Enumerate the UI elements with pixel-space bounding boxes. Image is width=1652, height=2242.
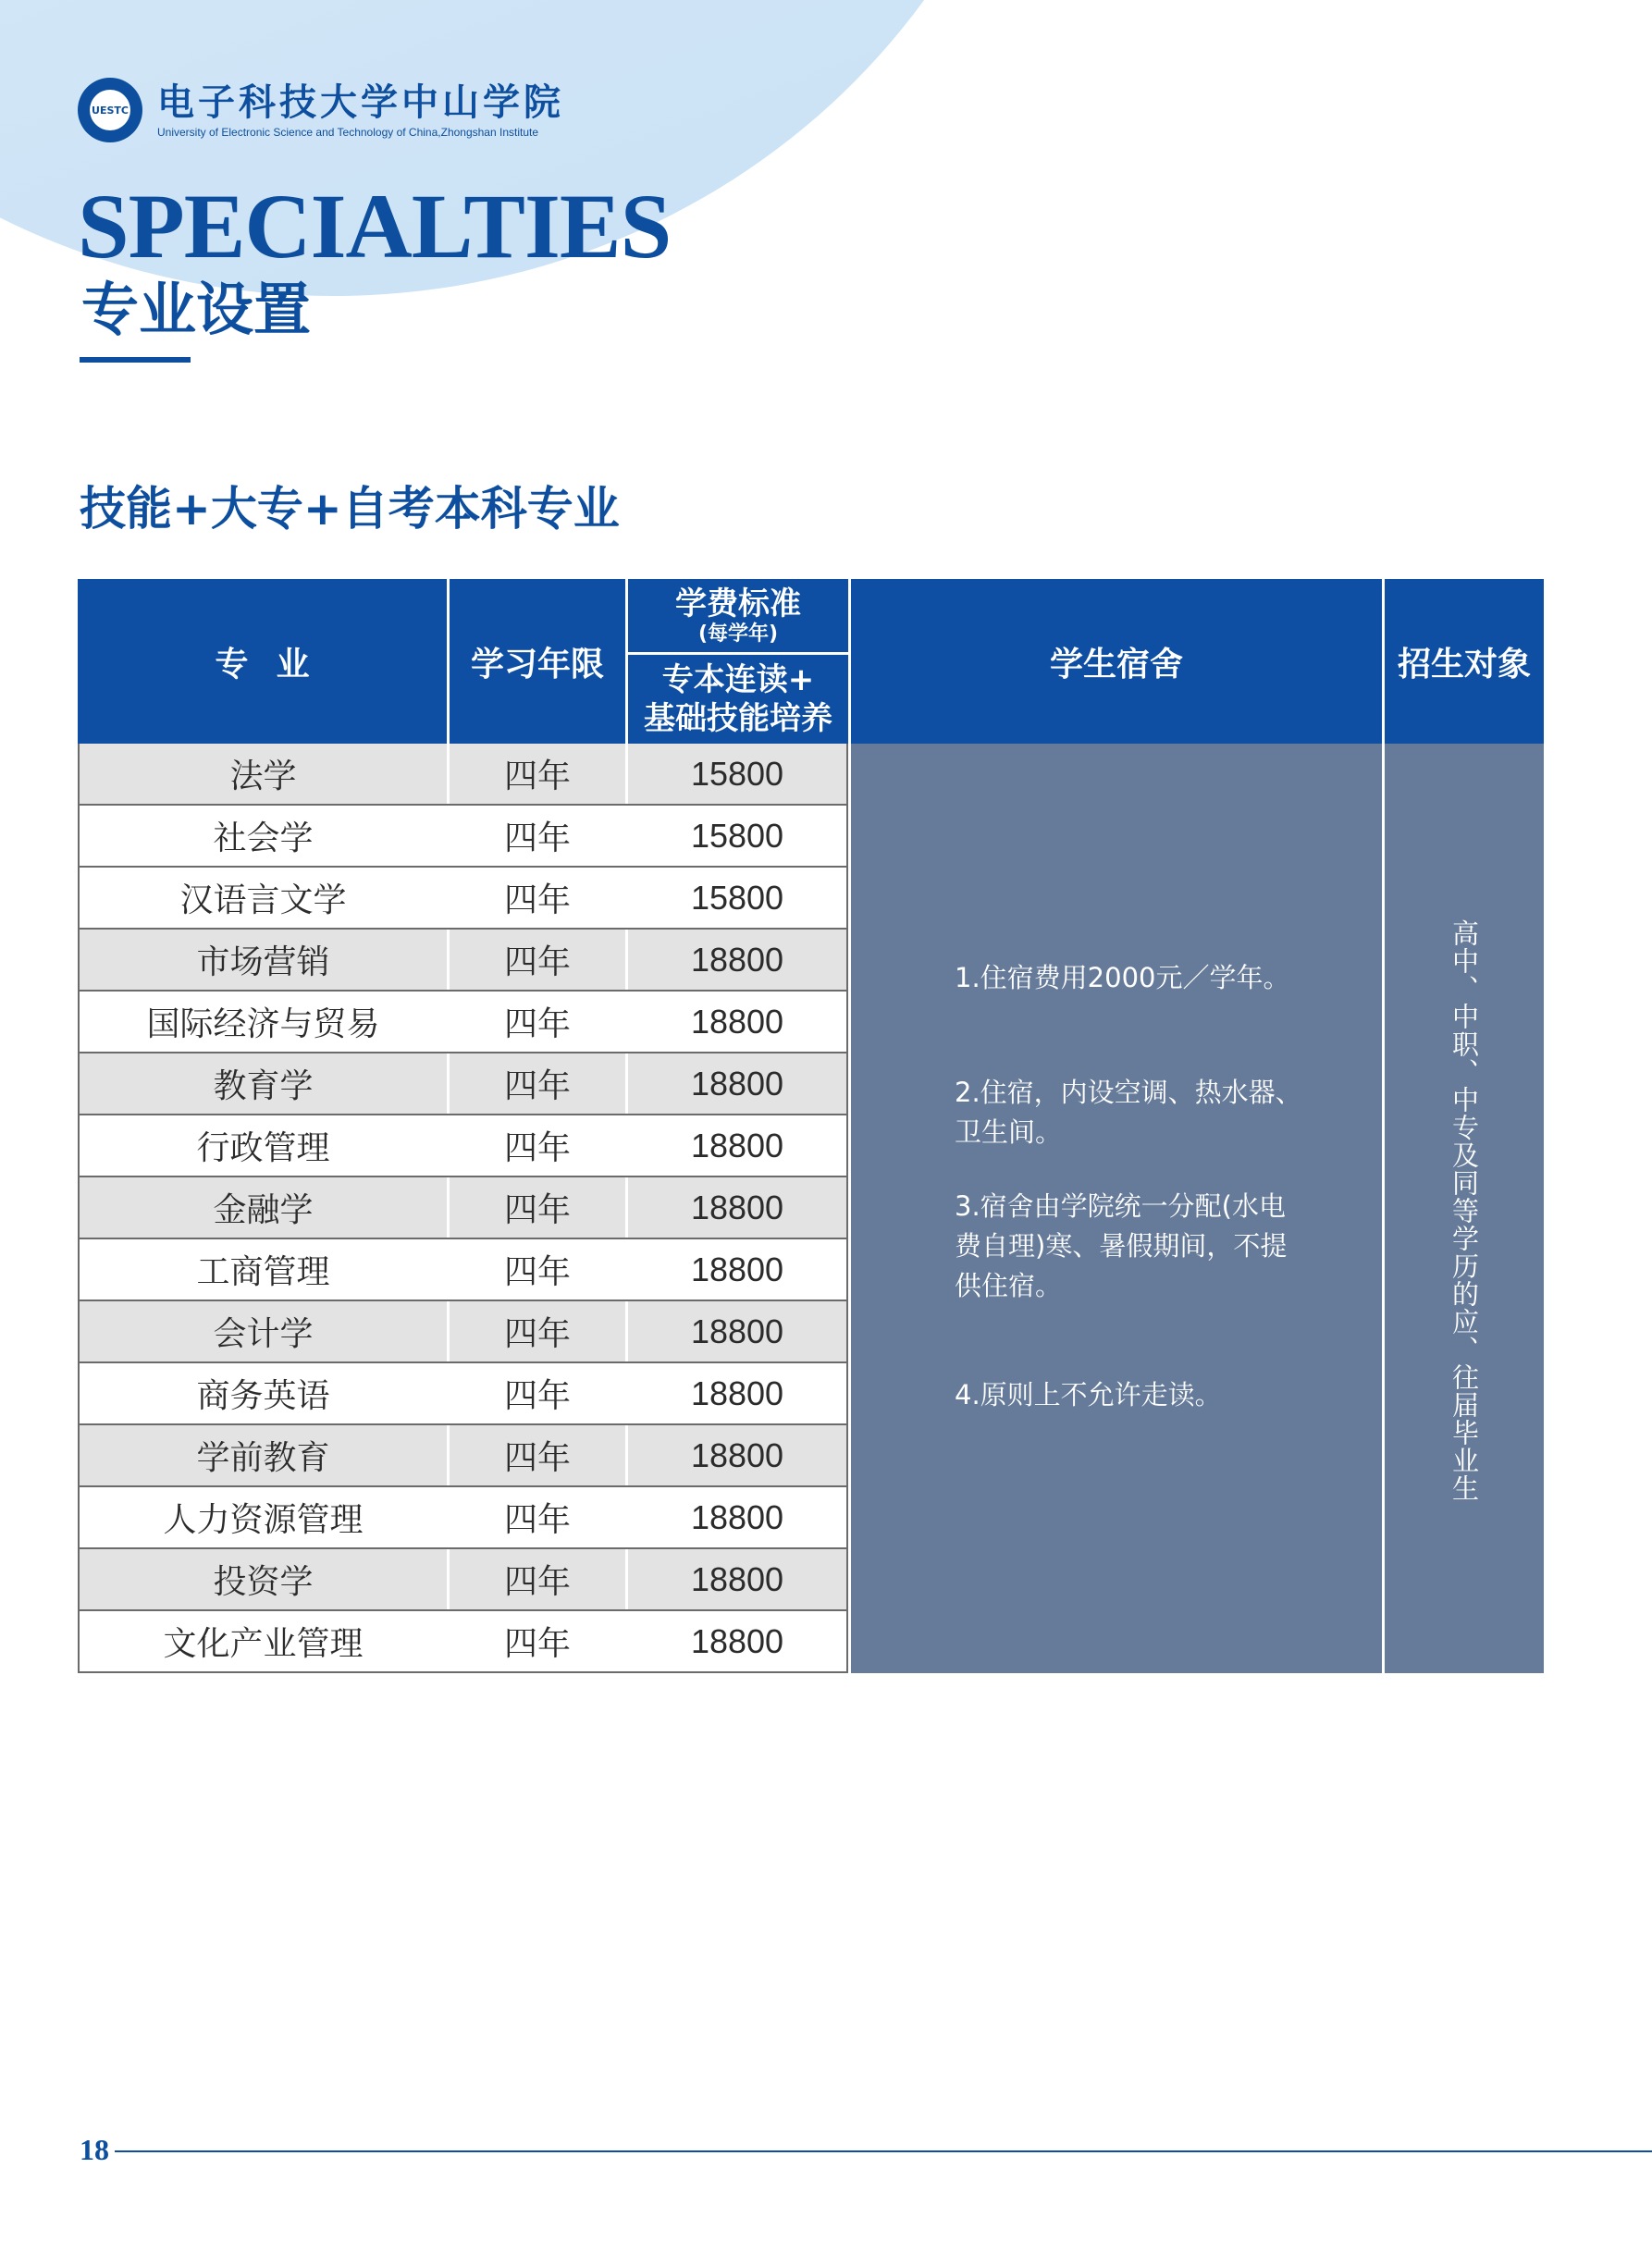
table-row — [78, 1239, 848, 1301]
fee-cell: 18800 — [628, 1425, 848, 1485]
fee-cell: 18800 — [628, 1115, 848, 1176]
years-cell: 四年 — [450, 1363, 625, 1423]
years-cell: 四年 — [450, 1487, 625, 1547]
table-row — [78, 992, 848, 1053]
header-fee-main: 学费标准 — [675, 585, 801, 622]
major-cell: 商务英语 — [78, 1363, 447, 1423]
major-cell: 汉语言文学 — [78, 868, 447, 928]
fee-cell: 18800 — [628, 992, 848, 1052]
years-cell: 四年 — [450, 1611, 625, 1671]
years-cell: 四年 — [450, 1053, 625, 1114]
section-title: 技能+大专+自考本科专业 — [80, 482, 620, 536]
fee-cell: 18800 — [628, 1363, 848, 1423]
table-row — [78, 806, 848, 868]
table-row — [78, 1363, 848, 1425]
school-name-en: University of Electronic Science and Technology of China,Zhongshan Institute — [157, 126, 539, 139]
years-cell: 四年 — [450, 1425, 625, 1485]
years-cell: 四年 — [450, 930, 625, 990]
major-cell: 工商管理 — [78, 1239, 447, 1300]
major-cell: 法学 — [78, 744, 447, 804]
header-fee-sub: (每学年) — [697, 622, 779, 646]
fee-cell: 18800 — [628, 1549, 848, 1609]
years-cell: 四年 — [450, 744, 625, 804]
dorm-note: 2.住宿，内设空调、热水器、卫生间。 — [955, 1077, 1302, 1148]
emblem-text: UESTC — [90, 90, 130, 130]
years-cell: 四年 — [450, 1177, 625, 1238]
fee-cell: 15800 — [628, 868, 848, 928]
school-emblem-icon — [78, 78, 142, 142]
header-target: 招生对象 — [1385, 579, 1544, 744]
years-cell: 四年 — [450, 1115, 625, 1176]
table-row — [78, 1487, 848, 1549]
fee-cell: 18800 — [628, 930, 848, 990]
school-name-block — [157, 81, 564, 139]
major-cell: 市场营销 — [78, 930, 447, 990]
years-cell: 四年 — [450, 1301, 625, 1361]
table-row — [78, 1549, 848, 1611]
years-cell: 四年 — [450, 1549, 625, 1609]
page-title-en: SPECIALTIES — [78, 175, 672, 277]
major-cell: 社会学 — [78, 806, 447, 866]
header-fee-program-line1: 专本连读+ — [661, 661, 815, 698]
major-cell: 文化产业管理 — [78, 1611, 447, 1671]
major-cell: 国际经济与贸易 — [78, 992, 447, 1052]
fee-cell: 18800 — [628, 1239, 848, 1300]
header-major: 专业 — [78, 579, 447, 744]
header-dorm: 学生宿舍 — [851, 579, 1382, 744]
majors-table — [78, 579, 1544, 1673]
major-cell: 会计学 — [78, 1301, 447, 1361]
page-title-cn: 专业设置 — [81, 276, 312, 343]
header-fee-program — [628, 655, 848, 744]
table-row — [78, 1115, 848, 1177]
table-row — [78, 1611, 848, 1673]
major-cell: 行政管理 — [78, 1115, 447, 1176]
fee-cell: 18800 — [628, 1053, 848, 1114]
fee-cell: 18800 — [628, 1611, 848, 1671]
dorm-note: 1.住宿费用2000元／学年。 — [955, 962, 1290, 993]
title-underline — [80, 357, 191, 363]
fee-cell: 18800 — [628, 1487, 848, 1547]
fee-cell: 18800 — [628, 1177, 848, 1238]
major-cell: 教育学 — [78, 1053, 447, 1114]
years-cell: 四年 — [450, 806, 625, 866]
school-logo — [78, 78, 564, 142]
major-cell: 人力资源管理 — [78, 1487, 447, 1547]
dorm-info-cell — [851, 744, 1382, 1673]
school-name-cn: 电子科技大学中山学院 — [157, 80, 564, 124]
major-cell: 金融学 — [78, 1177, 447, 1238]
major-cell: 学前教育 — [78, 1425, 447, 1485]
major-cell: 投资学 — [78, 1549, 447, 1609]
dorm-note: 4.原则上不允许走读。 — [955, 1379, 1222, 1410]
target-text: 高中、中职、中专及同等学历的应、往届毕业生 — [1449, 919, 1480, 1502]
target-cell — [1385, 744, 1544, 1673]
table-row — [78, 744, 848, 806]
table-row — [78, 1301, 848, 1363]
table-row — [78, 1425, 848, 1487]
fee-cell: 18800 — [628, 1301, 848, 1361]
table-row — [78, 1053, 848, 1115]
fee-cell: 15800 — [628, 744, 848, 804]
table-row — [78, 930, 848, 992]
table-row — [78, 868, 848, 930]
header-fee — [628, 579, 848, 655]
table-row — [78, 1177, 848, 1239]
years-cell: 四年 — [450, 992, 625, 1052]
footer-rule — [115, 2150, 1652, 2152]
fee-cell: 15800 — [628, 806, 848, 866]
years-cell: 四年 — [450, 1239, 625, 1300]
header-years: 学习年限 — [450, 579, 625, 744]
header-fee-program-line2: 基础技能培养 — [644, 700, 832, 737]
page-number: 18 — [80, 2133, 109, 2166]
dorm-note: 3.宿舍由学院统一分配(水电费自理)寒、暑假期间，不提供住宿。 — [955, 1190, 1288, 1301]
years-cell: 四年 — [450, 868, 625, 928]
